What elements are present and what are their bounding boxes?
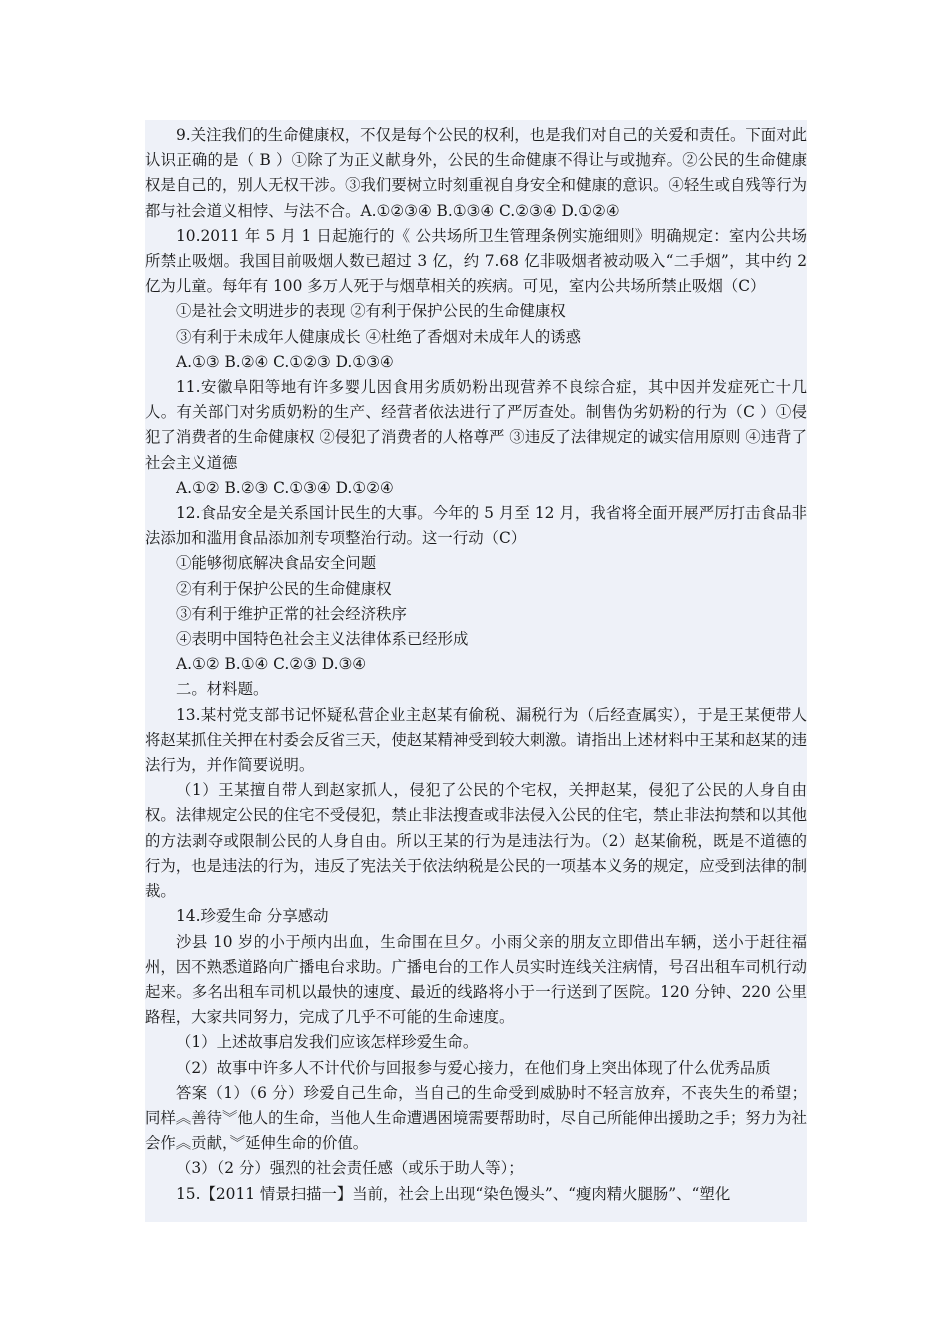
question-10-options-2: ③有利于未成年人健康成长 ④杜绝了香烟对未成年人的诱惑 [176,327,582,346]
question-11-choices: A.①② B.②③ C.①③④ D.①②④ [176,478,394,497]
question-12-option-4: ④表明中国特色社会主义法律体系已经形成 [176,630,469,649]
question-14-part-2: （2）故事中许多人不计代价与回报参与爱心接力，在他们身上突出体现了什么优秀品质 [176,1058,771,1077]
question-14-title: 14.珍爱生命 分享感动 [176,907,329,926]
question-10-choices: A.①③ B.②④ C.①②③ D.①③④ [176,352,394,371]
question-10-options-1: ①是社会文明进步的表现 ②有利于保护公民的生命健康权 [176,302,566,321]
question-10: 10.2011 年 5 月 1 日起施行的《 公共场所卫生管理条例实施细则》明确规定：室内公共场所禁止吸烟。我国目前吸烟人数已超过 3 亿，约 7.68 亿非吸烟者被动吸入“二手烟”，其中约 2 亿为儿童。每年有 100 多万人死于与烟草相关的疾病。可见，室内公共场所禁止吸烟（C） [145,226,807,296]
question-12-option-1: ①能够彻底解决食品安全问题 [176,554,377,573]
question-12-option-3: ③有利于维护正常的社会经济秩序 [176,604,407,623]
section-heading: 二。材料题。 [176,680,269,699]
question-14-answer-3: （3）（2 分）强烈的社会责任感（或乐于助人等）； [176,1159,524,1178]
question-12-option-2: ②有利于保护公民的生命健康权 [176,579,392,598]
question-9: 9.关注我们的生命健康权，不仅是每个公民的权利，也是我们对自己的关爱和责任。下面对此认识正确的是（ B ）①除了为正义献身外，公民的生命健康不得让与或抛弃。②公民的生命健康权是自己的，别人无权干涉。③我们要树立时刻重视自身安全和健康的意识。④轻生或自残等行为都与社会道义相悖、与法不合。A.①②③④ B.①③④ C.②③④ D.①②④ [145,126,807,220]
question-14-answer: 答案（1）（6 分）珍爱自己生命，当自己的生命受到威胁时不轻言放弃，不丧失生的希望；同样︽善待︾他人的生命，当他人生命遭遇困境需要帮助时，尽自己所能伸出援助之手；努力为社会作︽贡献，︾延伸生命的价值。 [145,1083,807,1153]
document-text-block [145,120,807,1222]
question-12: 12.食品安全是关系国计民生的大事。今年的 5 月至 12 月，我省将全面开展严厉打击食品非法添加和滥用食品添加剂专项整治行动。这一行动（C） [145,504,807,548]
question-15: 15.【2011 情景扫描一】当前，社会上出现“染色馒头”、“瘦肉精火腿肠”、“塑化 [176,1184,731,1203]
question-14-material: 沙县 10 岁的小于颅内出血，生命围在旦夕。小雨父亲的朋友立即借出车辆，送小于赶往福州，因不熟悉道路向广播电台求助。广播电台的工作人员实时连线关注病情，号召出租车司机行动起来。多名出租车司机以最快的速度、最近的线路将小于一行送到了医院。120 分钟、220 公里路程，大家共同努力，完成了几乎不可能的生命速度。 [145,932,807,1027]
question-14-part-1: （1）上述故事启发我们应该怎样珍爱生命。 [176,1033,479,1052]
question-11: 11.安徽阜阳等地有许多婴儿因食用劣质奶粉出现营养不良综合症，其中因并发症死亡十几人。有关部门对劣质奶粉的生产、经营者依法进行了严厉查处。制售伪劣奶粉的行为（C ）①侵犯了消费者的生命健康权 ②侵犯了消费者的人格尊严 ③违反了法律规定的诚实信用原则 ④违背了社会主义道德 [145,378,807,472]
question-13: 13.某村党支部书记怀疑私营企业主赵某有偷税、漏税行为（后经查属实），于是王某便带人将赵某抓住关押在村委会反省三天，使赵某精神受到较大刺激。请指出上述材料中王某和赵某的违法行为，并作简要说明。 [145,705,807,775]
question-13-answer: （1）王某擅自带人到赵家抓人，侵犯了公民的个宅权，关押赵某，侵犯了公民的人身自由权。法律规定公民的住宅不受侵犯，禁止非法搜查或非法侵入公民的住宅，禁止非法拘禁和以其他的方法剥夺或限制公民的人身自由。所以王某的行为是违法行为。（2）赵某偷税，既是不道德的行为，也是违法的行为，违反了宪法关于依法纳税是公民的一项基本义务的规定，应受到法律的制裁。 [145,781,807,901]
question-12-choices: A.①② B.①④ C.②③ D.③④ [176,655,367,674]
